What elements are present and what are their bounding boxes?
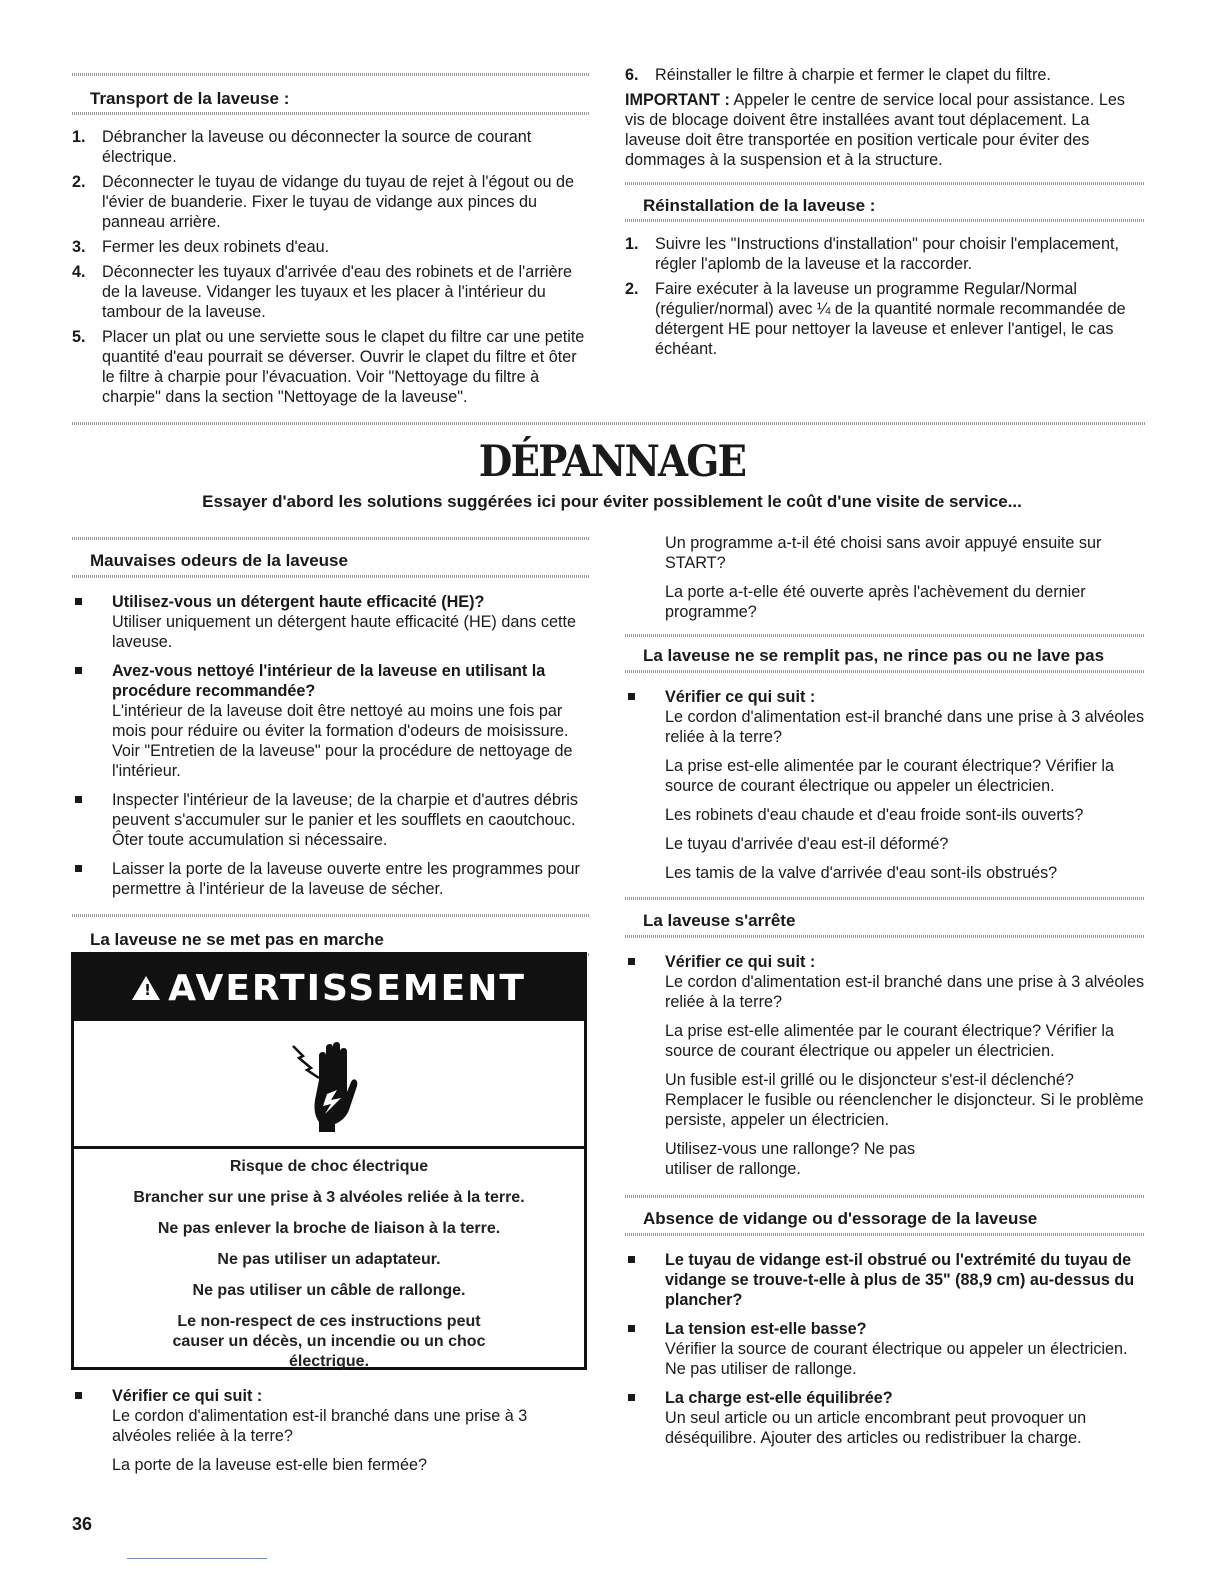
marche-checks <box>72 1386 590 1475</box>
list-item: Avez-vous nettoyé l'intérieur de la laveuse en utilisant la procédure recommandée? L'intérieur de la laveuse doit être nettoyé au moins une fois par mois pour réduire ou éviter la formation d'odeurs de moisissure. Voir "Entretien de la laveuse" pour la procédure de nettoyage de l'intérieur. <box>72 661 590 781</box>
warning-triangle-icon: ! <box>132 976 160 1000</box>
paragraph: La porte de la laveuse est-elle bien fermée? <box>112 1456 427 1474</box>
list-item: 1. Débrancher la laveuse ou déconnecter la source de courant électrique. <box>72 128 532 166</box>
list-item: 5. Placer un plat ou une serviette sous le clapet du filtre car une petite quantité d'eau pourrait se déverser. Ouvrir le clapet du filtre et ôter le filtre à charpie pour l'évacuation. Voir "Nettoyage du filtre à charpie" dans la section "Nettoyage de la laveuse". <box>72 328 585 406</box>
divider <box>625 1195 1145 1198</box>
divider <box>72 112 590 115</box>
divider <box>72 73 590 76</box>
divider <box>72 537 590 540</box>
right-column <box>625 533 1145 1457</box>
section-title: La laveuse s'arrête <box>643 911 796 930</box>
list-item: Inspecter l'intérieur de la laveuse; de la charpie et d'autres débris peuvent s'accumuler sur le panier et les soufflets en caoutchouc. Ôter toute accumulation si nécessaire. <box>72 790 590 850</box>
vidange-list <box>625 1250 1145 1448</box>
marche-section <box>72 914 590 956</box>
list-item: Vérifier ce qui suit : Le cordon d'alimentation est-il branché dans une prise à 3 alvéoles reliée à la terre? <box>625 952 1145 1012</box>
page-subtitle: Essayer d'abord les solutions suggérées ici pour éviter possiblement le coût d'une visite de service... <box>202 492 1022 511</box>
paragraph: Les robinets d'eau chaude et d'eau froide sont-ils ouverts? <box>665 806 1084 824</box>
list-item: 6. Réinstaller le filtre à charpie et fermer le clapet du filtre. <box>625 66 1051 84</box>
section-title: La laveuse ne se remplit pas, ne rince pas ou ne lave pas <box>643 646 1105 665</box>
list-item: Laisser la porte de la laveuse ouverte entre les programmes pour permettre à l'intérieur de la laveuse de sécher. <box>72 859 590 899</box>
divider <box>625 219 1145 222</box>
remplit-list <box>625 687 1145 747</box>
paragraph: Un fusible est-il grillé ou le disjoncteur s'est-il déclenché? Remplacer le fusible ou réenclencher le disjoncteur. Si le problème persiste, appeler un électricien. <box>665 1071 1144 1129</box>
paragraph: La porte a-t-elle été ouverte après l'achèvement du dernier programme? <box>665 583 1086 621</box>
page-title: DÉPANNAGE <box>478 437 746 487</box>
divider <box>625 1233 1145 1236</box>
paragraph: Utilisez-vous une rallonge? Ne pas utiliser de rallonge. <box>665 1140 916 1178</box>
divider <box>625 897 1145 900</box>
list-item: Vérifier ce qui suit : Le cordon d'alimentation est-il branché dans une prise à 3 alvéoles reliée à la terre? <box>72 1386 590 1446</box>
reinstall-section <box>625 65 1145 364</box>
paragraph: Le tuyau d'arrivée d'eau est-il déformé? <box>665 835 949 853</box>
important-note: IMPORTANT : Appeler le centre de service local pour assistance. Les vis de blocage doivent être installées avant tout déplacement. La laveuse doit être transportée en position verticale pour éviter des dommages à la suspension et à la structure. <box>625 91 1125 169</box>
divider <box>625 634 1145 637</box>
section-title: Réinstallation de la laveuse : <box>643 196 876 215</box>
transport-section <box>72 73 590 412</box>
section-title: Transport de la laveuse : <box>90 89 290 108</box>
list-item: 3. Fermer les deux robinets d'eau. <box>72 238 330 256</box>
list-item: La tension est-elle basse? Vérifier la source de courant électrique ou appeler un électricien. Ne pas utiliser de rallonge. <box>625 1319 1145 1379</box>
divider <box>625 182 1145 185</box>
list-item: 4. Déconnecter les tuyaux d'arrivée d'eau des robinets et de l'arrière de la laveuse. Vidanger les tuyaux et les placer à l'intérieur du tambour de la laveuse. <box>72 263 572 321</box>
paragraph: Un programme a-t-il été choisi sans avoir appuyé ensuite sur START? <box>665 534 1102 572</box>
section-title: Mauvaises odeurs de la laveuse <box>90 551 348 570</box>
section-title: La laveuse ne se met pas en marche <box>90 930 384 949</box>
odeurs-section <box>72 537 590 908</box>
warning-body: Risque de choc électrique Brancher sur une prise à 3 alvéoles reliée à la terre. Ne pas enlever la broche de liaison à la terre. Ne pas utiliser un adaptateur. Ne pas utiliser un câble de rallonge. Le non-respect de ces instructions peut causer un décès, un incendie ou un choc électrique. <box>133 1158 525 1370</box>
section-title: Absence de vidange ou d'essorage de la laveuse <box>643 1209 1038 1228</box>
list-item: 1. Suivre les "Instructions d'installation" pour choisir l'emplacement, régler l'aplomb de la laveuse et la raccorder. <box>625 235 1119 273</box>
arrete-list <box>625 952 1145 1012</box>
odeurs-list <box>72 592 590 899</box>
marche-list <box>72 1386 590 1446</box>
list-item: 2. Faire exécuter à la laveuse un programme Regular/Normal (régulier/normal) avec ¼ de la quantité normale recommandée de détergent HE pour nettoyer la laveuse et enlever l'antigel, le cas échéant. <box>625 280 1126 358</box>
list-item: La charge est-elle équilibrée? Un seul article ou un article encombrant peut provoquer un déséquilibre. Ajouter des articles ou redistribuer la charge. <box>625 1388 1145 1448</box>
divider <box>72 575 590 578</box>
list-item: Utilisez-vous un détergent haute efficacité (HE)? Utiliser uniquement un détergent haute efficacité (HE) dans cette laveuse. <box>72 592 590 652</box>
page-number: 36 <box>72 1514 93 1534</box>
warning-box <box>71 952 587 1370</box>
divider <box>72 914 590 917</box>
divider <box>72 422 1145 425</box>
footer-line <box>127 1558 267 1559</box>
list-item: 2. Déconnecter le tuyau de vidange du tuyau de rejet à l'égout ou de l'évier de buanderie. Fixer le tuyau de vidange aux pinces du panneau arrière. <box>72 173 574 231</box>
transport-steps <box>72 127 590 407</box>
paragraph: Les tamis de la valve d'arrivée d'eau sont-ils obstrués? <box>665 864 1058 882</box>
paragraph: La prise est-elle alimentée par le courant électrique? Vérifier la source de courant électrique ou appeler un électricien. <box>665 1022 1114 1060</box>
divider <box>625 935 1145 938</box>
electric-shock-icon <box>74 1021 584 1149</box>
divider <box>625 670 1145 673</box>
reinstall-steps <box>625 234 1145 359</box>
step-6-list <box>625 65 1145 85</box>
list-item: Vérifier ce qui suit : Le cordon d'alimentation est-il branché dans une prise à 3 alvéoles reliée à la terre? <box>625 687 1145 747</box>
warning-header: ! AVERTISSEMENT <box>74 955 584 1021</box>
list-item: Le tuyau de vidange est-il obstrué ou l'extrémité du tuyau de vidange se trouve-t-elle à plus de 35" (88,9 cm) au-dessus du plancher? <box>625 1250 1145 1310</box>
paragraph: La prise est-elle alimentée par le courant électrique? Vérifier la source de courant électrique ou appeler un électricien. <box>665 757 1114 795</box>
